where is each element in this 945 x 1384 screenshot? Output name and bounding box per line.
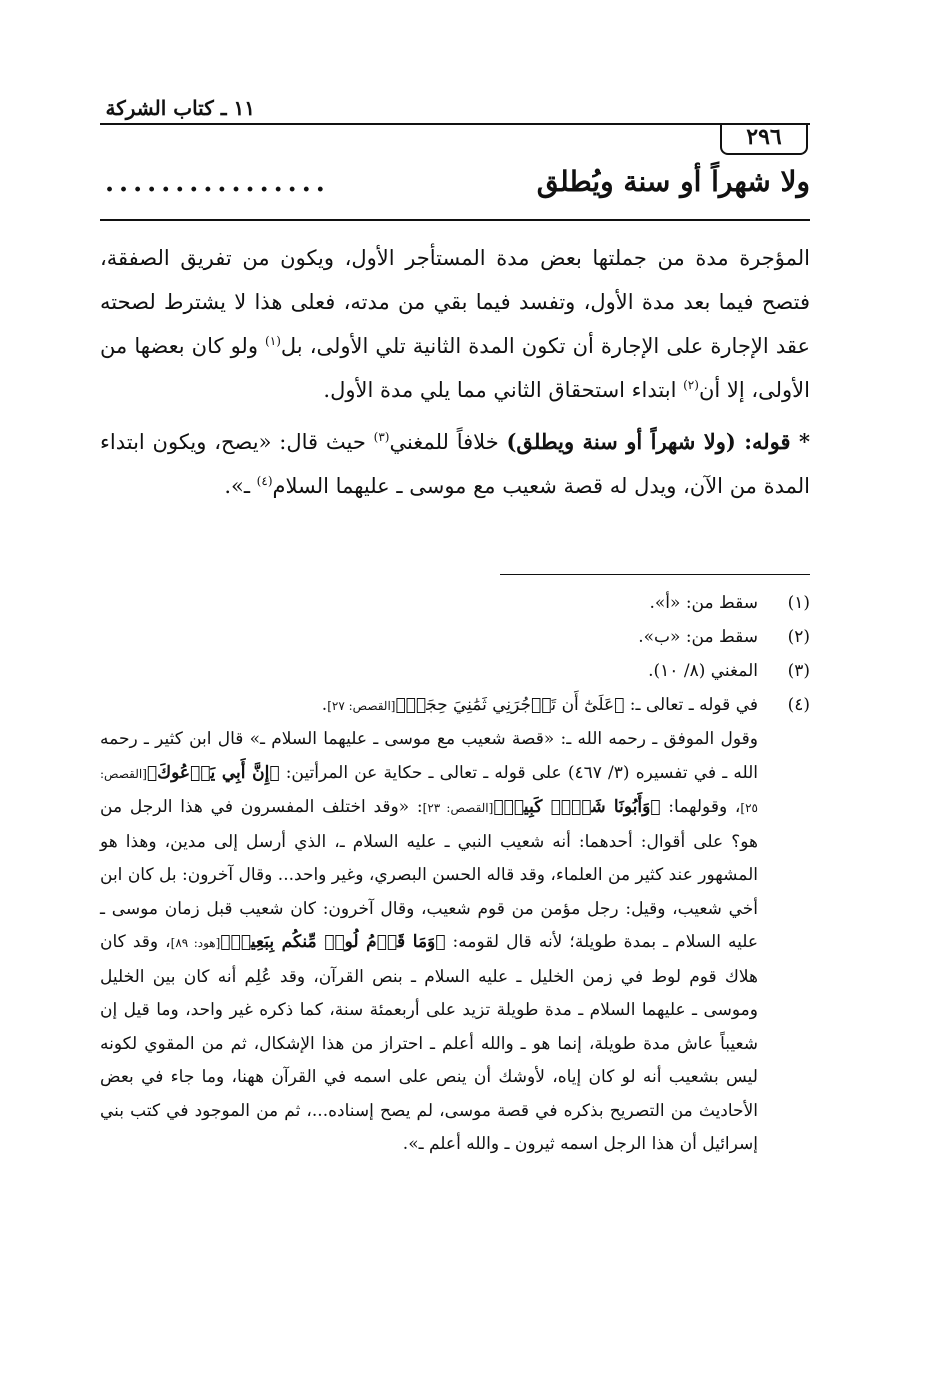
fn4-text-1: وقول الموفق ـ رحمه الله ـ: «قصة شعيب مع موسى ـ عليهما السلام ـ» قال ابن كثير ـ رحمه الله ـ في تفسيره (٣/ ٤٦٧) على قوله ـ تعالى ـ حكاية عن المرأتين: — [100, 729, 758, 783]
footnote-text: سقط من: «أ». — [649, 593, 758, 613]
quran-verse: ﴿إِنَّ أَبِي يَدۡعُوكَ﴾ — [146, 762, 280, 783]
paragraph-2-text-c: ـ». — [224, 474, 257, 498]
footnote-text: المغني (٨/ ١٠). — [648, 661, 758, 681]
fn4-text-2: ، وقولهما: — [660, 797, 741, 817]
page-number: ٢٩٦ — [720, 123, 808, 155]
footnote-4 — [100, 688, 810, 723]
footnote-text — [100, 688, 758, 723]
paragraph-2-text: خلافاً للمغني — [389, 430, 507, 454]
section-rule — [100, 219, 810, 221]
paragraph-1-text: المؤجرة مدة من جملتها بعض مدة المستأجر الأول، ويكون من تفريق الصفقة، فتصح فيما بعد مدة الأول، وتفسد فيما بقي من مدته، فعلى هذا لا يشترط لصحته عقد الإجارة على الإجارة أن تكون المدة الثانية تلي الأولى، بل — [100, 246, 811, 358]
footnote-4-end: . — [321, 695, 328, 715]
footnote-mark-4: (٤) — [256, 474, 273, 488]
quran-reference: [القصص: ٢٥] — [100, 766, 758, 815]
paragraph-2-text-b: حيث قال: «يصح، ويكون ابتداء المدة من الآن، ويدل له قصة شعيب مع موسى ـ عليهما السلام — [100, 430, 810, 498]
quran-reference: [هود: ٨٩] — [170, 936, 221, 950]
footnote-1 — [100, 586, 810, 620]
footnote-mark-3: (٣) — [373, 430, 390, 444]
quran-verse: ﴿وَمَا قَوۡمُ لُوطٖ مِّنكُم بِبَعِيدٖ﴾ — [220, 932, 446, 952]
heading-dots: ................ — [105, 168, 330, 198]
footnote-mark-1: (١) — [265, 334, 281, 348]
paragraph-1-text-c: ابتداء استحقاق الثاني مما يلي مدة الأول. — [323, 378, 684, 402]
footnote-4-lead: في قوله ـ تعالى ـ: ﴿عَلَىٰٓ أَن تَأۡجُرَنِي ثَمَٰنِيَ حِجَجٖ﴾ — [395, 695, 758, 715]
footnote-number: (٤) — [787, 695, 810, 715]
quran-reference: [القصص: ٢٣] — [422, 801, 494, 815]
fn4-text-3: : «وقد اختلف المفسرون في هذا الرجل من هو؟ على أقوال: أحدهما: أنه شعيب النبي ـ عليه السلام ـ، الذي أرسل إلى مدين، وهذا هو المشهور عند كثير من العلماء، وقد قاله الحسن البصري، وغير واحد... وقال آخرون: بل كان ابن أخي شعيب، وقيل: رجل مؤمن من قوم شعيب، وقال آخرون: كان شعيب قبل زمان موسى ـ عليه السلام ـ بمدة طويلة؛ لأنه قال لقومه: — [100, 797, 758, 952]
footnote-4-body — [100, 723, 758, 1162]
paragraph-2 — [100, 420, 810, 508]
footnote-2 — [100, 620, 810, 654]
footnote-separator — [500, 574, 810, 575]
quran-reference: [القصص: ٢٧] — [327, 699, 396, 713]
quran-verse: ﴿وَأَبُونَا شَيۡخٞ كَبِيرٞ﴾ — [493, 797, 661, 817]
footnote-number: (١) — [787, 593, 810, 613]
footnote-3 — [100, 654, 810, 688]
footnote-number: (٢) — [787, 627, 810, 647]
footnotes — [100, 586, 810, 1162]
footnote-text: سقط من: «ب». — [638, 627, 758, 647]
quote-lead: * قوله: (ولا شهراً أو سنة ويطلق) — [506, 429, 810, 454]
footnote-number: (٣) — [787, 661, 810, 681]
paragraph-1 — [100, 236, 810, 412]
header-rule — [100, 123, 810, 125]
footnote-mark-2: (٢) — [683, 378, 699, 392]
section-heading: ولا شهراً أو سنة ويُطلق — [536, 165, 810, 198]
chapter-title: ١١ ـ كتاب الشركة — [105, 96, 255, 120]
main-text — [100, 236, 810, 508]
fn4-text-4: ، وقد كان هلاك قوم لوط في زمن الخليل ـ عليه السلام ـ بنص القرآن، وقد عُلِم أنه كان بين الخليل وموسى ـ عليهما السلام ـ مدة طويلة تزيد على أربعمئة سنة، كما ذكره غير واحد، وما قيل إن شعيباً عاش مدة طويلة، إنما هو ـ والله أعلم ـ احتراز من هذا الإشكال، ثم من المقوي لكونه ليس بشعيب أنه لو كان إياه، لأوشك أن ينص على اسمه في القرآن ههنا، وما جاء في بعض الأحاديث من التصريح بذكره في قصة موسى، لم يصح إسناده...، ثم من الموجود في كتب بني إسرائيل أن هذا الرجل اسمه ثيرون ـ والله أعلم ـ». — [100, 932, 758, 1154]
paragraph-1-text-b: ولو كان بعضها من الأولى، إلا أن — [100, 334, 810, 402]
